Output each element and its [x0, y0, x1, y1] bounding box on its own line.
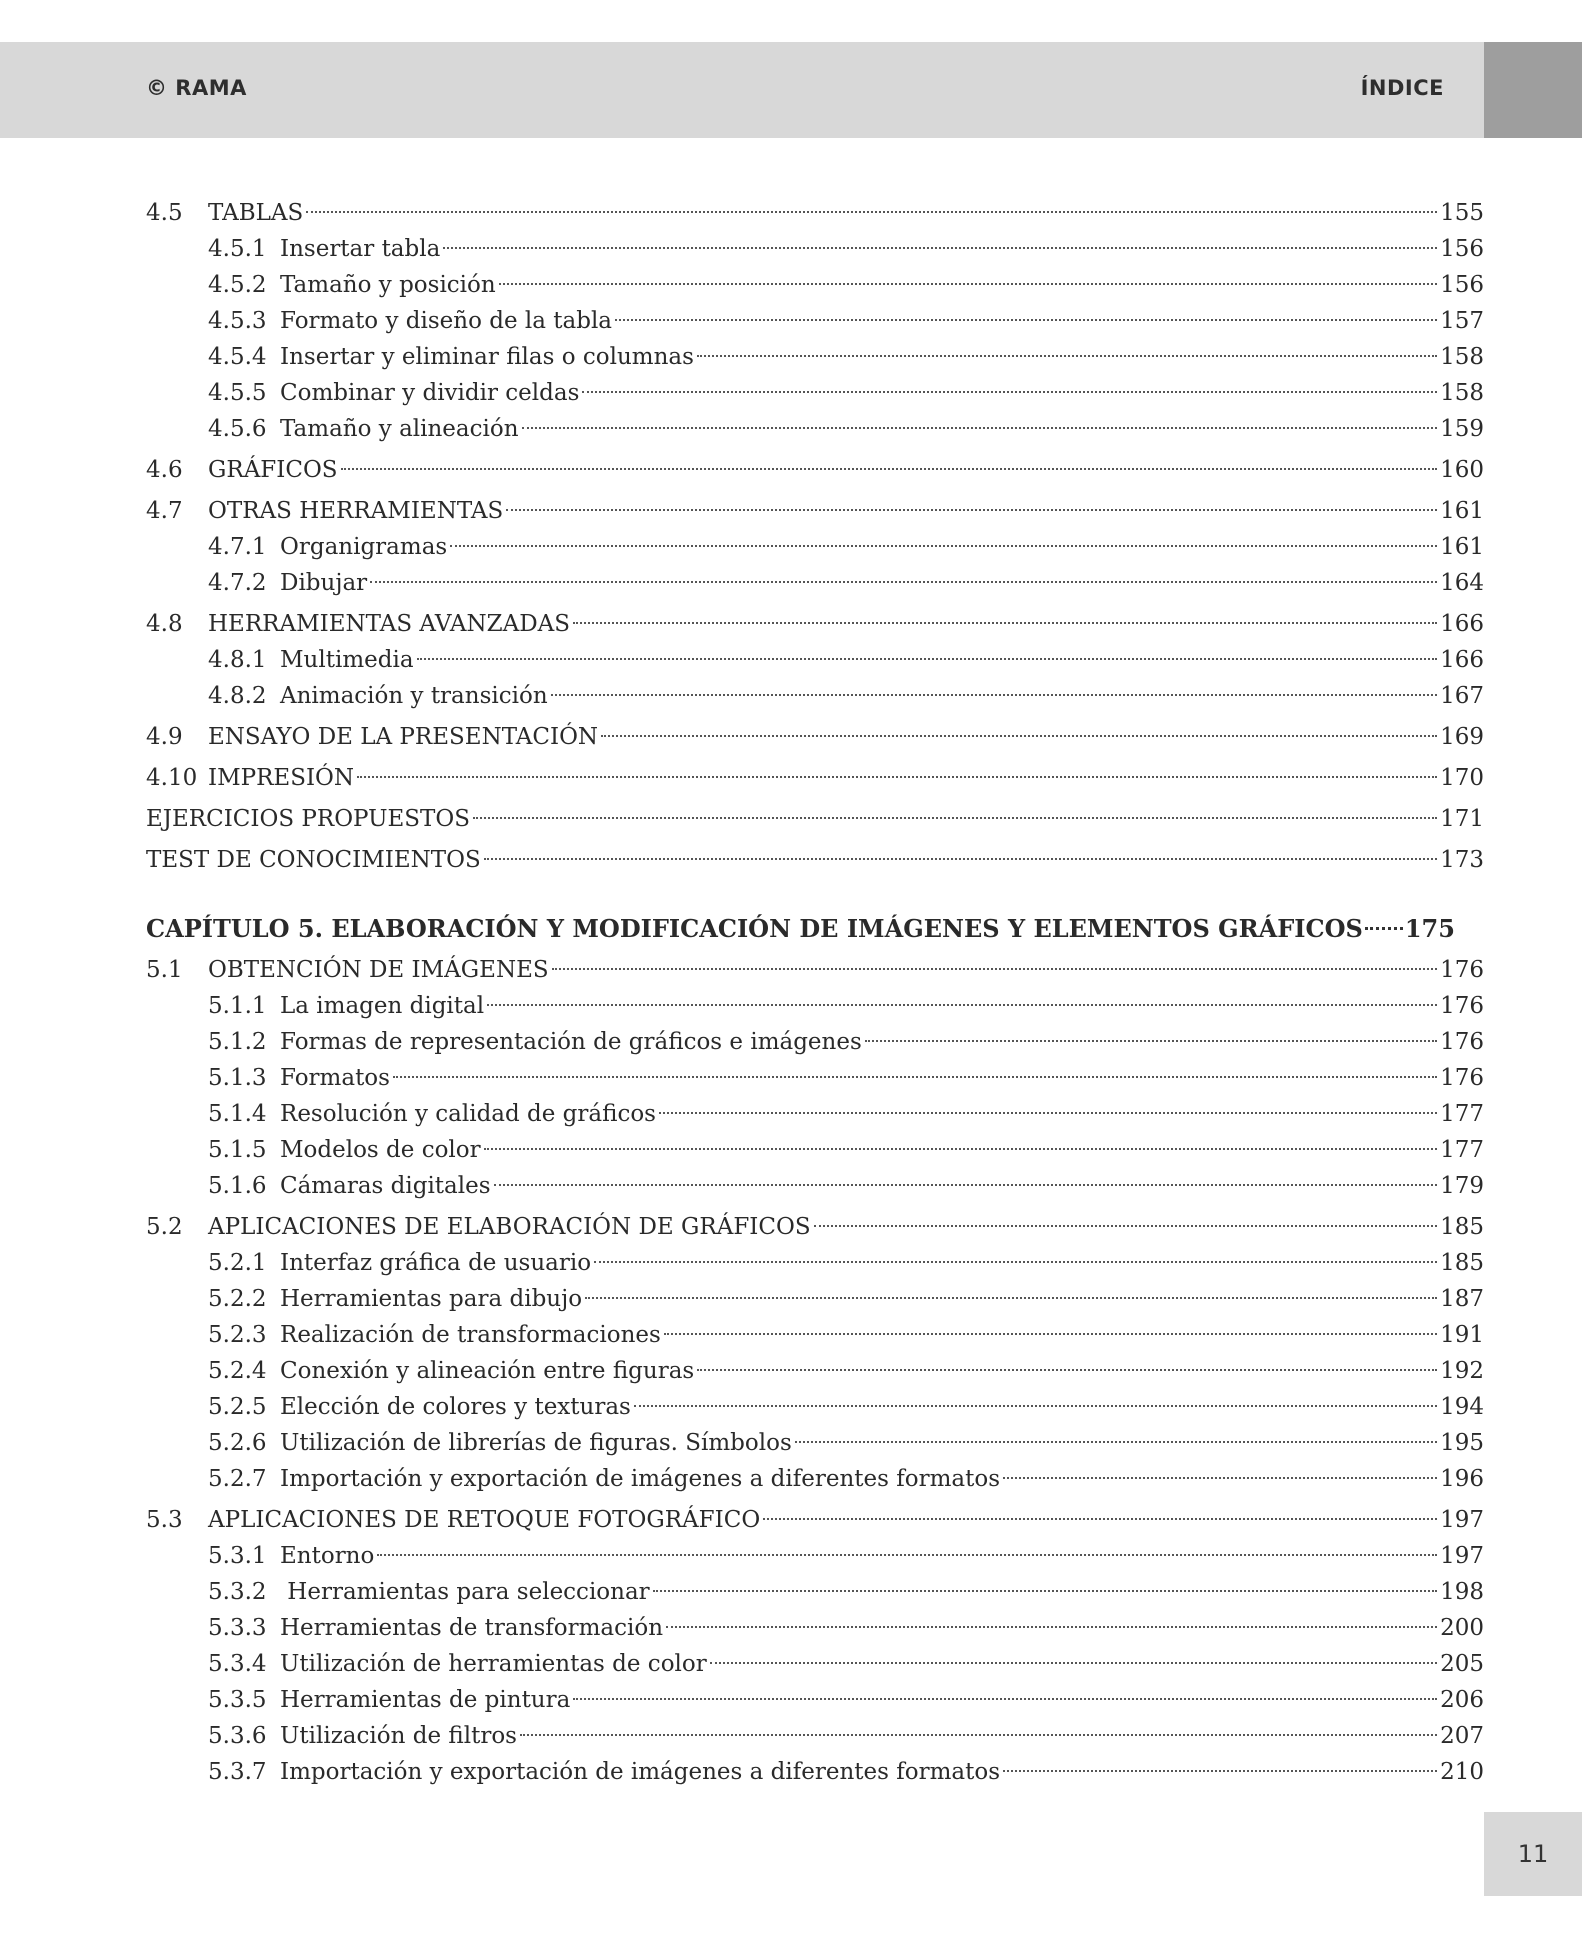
toc-entry-number: 5.3.5	[208, 1687, 267, 1713]
dot-leader	[594, 1261, 1437, 1263]
toc-entry-page: 177	[1440, 1101, 1484, 1127]
toc-entry-page: 194	[1440, 1394, 1484, 1420]
toc-entry-title: Utilización de filtros	[280, 1723, 517, 1749]
toc-entry[interactable]	[146, 304, 1484, 338]
dot-leader	[601, 735, 1437, 737]
dot-leader	[634, 1405, 1437, 1407]
toc-entry[interactable]	[146, 643, 1484, 677]
toc-entry-title: TEST DE CONOCIMIENTOS	[146, 847, 481, 873]
toc-entry-title: Insertar tabla	[280, 236, 441, 262]
dot-leader	[499, 283, 1437, 285]
toc-entry-page: 197	[1440, 1543, 1484, 1569]
dot-leader	[506, 509, 1437, 511]
dot-leader	[552, 968, 1437, 970]
toc-entry-page: 167	[1440, 683, 1484, 709]
toc-entry-page: 198	[1440, 1579, 1484, 1605]
dot-leader	[865, 1040, 1437, 1042]
toc-entry[interactable]	[146, 1246, 1484, 1280]
toc-entry-title: TABLAS	[208, 200, 304, 226]
toc-entry-page: 187	[1440, 1286, 1484, 1312]
toc-entry[interactable]	[146, 1462, 1484, 1496]
toc-entry-title: APLICACIONES DE ELABORACIÓN DE GRÁFICOS	[208, 1214, 811, 1240]
toc-entry[interactable]	[146, 1426, 1484, 1460]
toc-entry-page: 200	[1440, 1615, 1484, 1641]
toc-entry[interactable]	[146, 1503, 1484, 1537]
toc-entry-page: 161	[1440, 498, 1484, 524]
toc-entry-number: 5.3.3	[208, 1615, 267, 1641]
toc-entry-page: 173	[1440, 847, 1484, 873]
toc-entry-page: 160	[1440, 457, 1484, 483]
toc-entry[interactable]	[146, 1647, 1484, 1681]
dot-leader	[582, 391, 1437, 393]
toc-entry[interactable]	[146, 1390, 1484, 1424]
toc-entry-page: 161	[1440, 534, 1484, 560]
toc-entry-number: 4.5.2	[208, 272, 267, 298]
dot-leader	[697, 355, 1437, 357]
toc-entry-number: 4.5.5	[208, 380, 267, 406]
toc-entry-number: 5.1.6	[208, 1173, 267, 1199]
dot-leader	[585, 1297, 1437, 1299]
dot-leader	[763, 1518, 1437, 1520]
toc-entry-page: 185	[1440, 1250, 1484, 1276]
dot-leader	[341, 468, 1438, 470]
toc-entry-title: Entorno	[280, 1543, 375, 1569]
toc-entry[interactable]	[146, 1169, 1484, 1203]
toc-entry[interactable]	[146, 679, 1484, 713]
toc-entry-title: Herramientas para seleccionar	[280, 1579, 650, 1605]
toc-entry-page: 196	[1440, 1466, 1484, 1492]
dot-leader	[484, 1148, 1437, 1150]
toc-entry[interactable]	[146, 1611, 1484, 1645]
toc-entry[interactable]	[146, 607, 1484, 641]
toc-entry-page: 197	[1440, 1507, 1484, 1533]
toc-entry-title: Utilización de herramientas de color	[280, 1651, 707, 1677]
toc-entry-page: 185	[1440, 1214, 1484, 1240]
toc-entry[interactable]	[146, 843, 1484, 877]
toc-entry-title: Interfaz gráfica de usuario	[280, 1250, 592, 1276]
toc-entry-title: Herramientas de pintura	[280, 1687, 571, 1713]
toc-entry-title: GRÁFICOS	[208, 457, 338, 483]
toc-entry-number: 4.10	[146, 765, 198, 791]
toc-entry-number: 5.1.5	[208, 1137, 267, 1163]
toc-entry-title: Multimedia	[280, 647, 414, 673]
toc-entry-title: CAPÍTULO 5. ELABORACIÓN Y MODIFICACIÓN DE IMÁGENES Y ELEMENTOS GRÁFICOS	[146, 914, 1363, 943]
toc-entry-page: 176	[1440, 1029, 1484, 1055]
toc-entry[interactable]	[146, 1683, 1484, 1717]
toc-entry[interactable]	[146, 376, 1484, 410]
dot-leader	[494, 1184, 1438, 1186]
toc-entry-number: 4.7.1	[208, 534, 267, 560]
toc-entry-number: 4.8.1	[208, 647, 267, 673]
toc-entry-title: Tamaño y alineación	[280, 416, 519, 442]
toc-entry-title: APLICACIONES DE RETOQUE FOTOGRÁFICO	[208, 1507, 761, 1533]
dot-leader	[417, 658, 1438, 660]
toc-entry-title: Dibujar	[280, 570, 368, 596]
dot-leader	[1003, 1770, 1437, 1772]
toc-entry[interactable]	[146, 494, 1484, 528]
toc-entry-title: Formatos	[280, 1065, 390, 1091]
toc-entry-page: 166	[1440, 611, 1484, 637]
toc-entry-page: 157	[1440, 308, 1484, 334]
toc-entry-page: 206	[1440, 1687, 1484, 1713]
dot-leader	[573, 622, 1437, 624]
toc-entry-number: 4.5.1	[208, 236, 267, 262]
toc-entry[interactable]	[146, 1354, 1484, 1388]
toc-entry-page: 166	[1440, 647, 1484, 673]
dot-leader	[795, 1441, 1437, 1443]
toc-entry[interactable]	[146, 1097, 1484, 1131]
toc-entry[interactable]	[146, 989, 1484, 1023]
toc-entry-title: La imagen digital	[280, 993, 485, 1019]
toc-entry-title: Modelos de color	[280, 1137, 481, 1163]
toc-entry-title: Insertar y eliminar filas o columnas	[280, 344, 694, 370]
dot-leader	[1365, 927, 1403, 930]
toc-entry-page: 170	[1440, 765, 1484, 791]
toc-entry-title: EJERCICIOS PROPUESTOS	[146, 806, 471, 832]
dot-leader	[443, 247, 1437, 249]
toc-entry-title: Herramientas de transformación	[280, 1615, 664, 1641]
toc-entry-page: 156	[1440, 272, 1484, 298]
toc-entry[interactable]	[146, 1282, 1484, 1316]
toc-entry-page: 155	[1440, 200, 1484, 226]
toc-entry[interactable]	[146, 268, 1484, 302]
toc-entry-title: ENSAYO DE LA PRESENTACIÓN	[208, 724, 599, 750]
toc-entry[interactable]	[146, 1061, 1484, 1095]
toc-entry-number: 5.1.2	[208, 1029, 267, 1055]
toc-entry-number: 4.5.6	[208, 416, 267, 442]
dot-leader	[1003, 1477, 1437, 1479]
toc-entry-title: Cámaras digitales	[280, 1173, 491, 1199]
toc-entry-title: HERRAMIENTAS AVANZADAS	[208, 611, 571, 637]
toc-entry-number: 4.5	[146, 200, 183, 226]
dot-leader	[450, 545, 1437, 547]
toc-entry[interactable]	[146, 802, 1484, 836]
toc-entry-page: 207	[1440, 1723, 1484, 1749]
toc-entry-number: 4.7.2	[208, 570, 267, 596]
toc-entry[interactable]	[146, 566, 1484, 600]
dot-leader	[814, 1225, 1438, 1227]
toc-entry-number: 4.7	[146, 498, 183, 524]
toc-entry-title: Organigramas	[280, 534, 448, 560]
toc-entry-number: 5.2.1	[208, 1250, 267, 1276]
toc-entry[interactable]	[146, 530, 1484, 564]
toc-entry[interactable]	[146, 1755, 1484, 1789]
dot-leader	[615, 319, 1437, 321]
toc-entry-title: Utilización de librerías de figuras. Símbolos	[280, 1430, 792, 1456]
dot-leader	[306, 211, 1437, 213]
toc-entry-number: 4.8.2	[208, 683, 267, 709]
dot-leader	[357, 776, 1437, 778]
toc-entry-number: 5.2	[146, 1214, 183, 1240]
toc-entry-title: Animación y transición	[280, 683, 548, 709]
toc-entry[interactable]	[146, 412, 1484, 446]
toc-entry-page: 179	[1440, 1173, 1484, 1199]
dot-leader	[393, 1076, 1437, 1078]
toc-entry-number: 5.3.1	[208, 1543, 267, 1569]
toc-entry-number: 4.5.4	[208, 344, 267, 370]
toc-entry[interactable]	[146, 196, 1484, 230]
dot-leader	[664, 1333, 1437, 1335]
dot-leader	[377, 1554, 1437, 1556]
toc-entry-page: 192	[1440, 1358, 1484, 1384]
toc-entry-number: 4.9	[146, 724, 183, 750]
toc-entry-title: Importación y exportación de imágenes a diferentes formatos	[280, 1759, 1001, 1785]
toc-entry-number: 4.8	[146, 611, 183, 637]
dot-leader	[370, 581, 1437, 583]
toc-entry-number: 5.3.2	[208, 1579, 267, 1605]
toc-entry-page: 191	[1440, 1322, 1484, 1348]
toc-entry-number: 5.1	[146, 957, 183, 983]
toc-entry-number: 5.3	[146, 1507, 183, 1533]
dot-leader	[697, 1369, 1437, 1371]
dot-leader	[473, 817, 1437, 819]
page-number: 11	[1517, 1840, 1549, 1868]
toc-entry[interactable]	[146, 1133, 1484, 1167]
toc-entry-page: 158	[1440, 344, 1484, 370]
toc-entry-number: 5.1.3	[208, 1065, 267, 1091]
toc-entry-number: 5.2.3	[208, 1322, 267, 1348]
toc-entry-number: 5.2.6	[208, 1430, 267, 1456]
toc-entry[interactable]	[146, 232, 1484, 266]
toc-entry[interactable]	[146, 761, 1484, 795]
toc-entry[interactable]	[146, 1539, 1484, 1573]
dot-leader	[484, 858, 1437, 860]
dot-leader	[659, 1112, 1437, 1114]
toc-entry-number: 4.6	[146, 457, 183, 483]
toc-entry-title: OBTENCIÓN DE IMÁGENES	[208, 957, 549, 983]
header-section-title: ÍNDICE	[1360, 76, 1444, 100]
dot-leader	[522, 427, 1438, 429]
toc-entry-page: 169	[1440, 724, 1484, 750]
toc-entry-number: 5.2.2	[208, 1286, 267, 1312]
toc-entry-number: 5.1.4	[208, 1101, 267, 1127]
toc-entry[interactable]	[146, 340, 1484, 374]
toc-entry-page: 159	[1440, 416, 1484, 442]
toc-entry-number: 5.2.4	[208, 1358, 267, 1384]
toc-entry-page: 171	[1440, 806, 1484, 832]
header-tab	[1484, 42, 1582, 138]
toc-entry-title: Realización de transformaciones	[280, 1322, 661, 1348]
toc-entry-number: 5.3.7	[208, 1759, 267, 1785]
dot-leader	[520, 1734, 1437, 1736]
toc-entry-title: Elección de colores y texturas	[280, 1394, 631, 1420]
toc-entry-title: IMPRESIÓN	[208, 765, 355, 791]
toc-entry-number: 5.2.5	[208, 1394, 267, 1420]
toc-entry-title: Importación y exportación de imágenes a diferentes formatos	[280, 1466, 1001, 1492]
toc-entry[interactable]	[146, 1575, 1484, 1609]
toc-entry-page: 205	[1440, 1651, 1484, 1677]
dot-leader	[710, 1662, 1437, 1664]
toc-entry-title: Herramientas para dibujo	[280, 1286, 583, 1312]
toc-entry-number: 5.1.1	[208, 993, 267, 1019]
toc-entry-page: 176	[1440, 957, 1484, 983]
toc-entry-title: Conexión y alineación entre figuras	[280, 1358, 695, 1384]
toc-entry[interactable]	[146, 1318, 1484, 1352]
toc-entry[interactable]	[146, 1025, 1484, 1059]
toc-entry[interactable]	[146, 1719, 1484, 1753]
toc-entry-title: Tamaño y posición	[280, 272, 496, 298]
toc-entry-page: 176	[1440, 1065, 1484, 1091]
toc-entry-page: 175	[1404, 914, 1455, 943]
toc-entry-number: 5.3.6	[208, 1723, 267, 1749]
dot-leader	[487, 1004, 1437, 1006]
dot-leader	[573, 1698, 1437, 1700]
toc-entry-title: Formas de representación de gráficos e imágenes	[280, 1029, 862, 1055]
toc-entry-page: 156	[1440, 236, 1484, 262]
toc-entry-page: 164	[1440, 570, 1484, 596]
toc-entry-title: Resolución y calidad de gráficos	[280, 1101, 656, 1127]
toc-entry-number: 5.3.4	[208, 1651, 267, 1677]
toc-entry[interactable]	[146, 720, 1484, 754]
toc-entry[interactable]	[146, 953, 1484, 987]
dot-leader	[551, 694, 1437, 696]
toc-entry-page: 195	[1440, 1430, 1484, 1456]
toc-entry[interactable]	[146, 453, 1484, 487]
dot-leader	[666, 1626, 1437, 1628]
toc-entry-number: 4.5.3	[208, 308, 267, 334]
toc-entry-page: 177	[1440, 1137, 1484, 1163]
toc-entry-number: 5.2.7	[208, 1466, 267, 1492]
toc-entry-page: 158	[1440, 380, 1484, 406]
header-publisher: © RAMA	[146, 76, 247, 100]
toc-entry-title: Formato y diseño de la tabla	[280, 308, 613, 334]
toc-entry[interactable]	[146, 912, 1484, 946]
dot-leader	[653, 1590, 1437, 1592]
toc-entry-page: 176	[1440, 993, 1484, 1019]
toc-entry-page: 210	[1440, 1759, 1484, 1785]
toc-entry-title: OTRAS HERRAMIENTAS	[208, 498, 504, 524]
toc-entry-title: Combinar y dividir celdas	[280, 380, 580, 406]
toc-entry[interactable]	[146, 1210, 1484, 1244]
